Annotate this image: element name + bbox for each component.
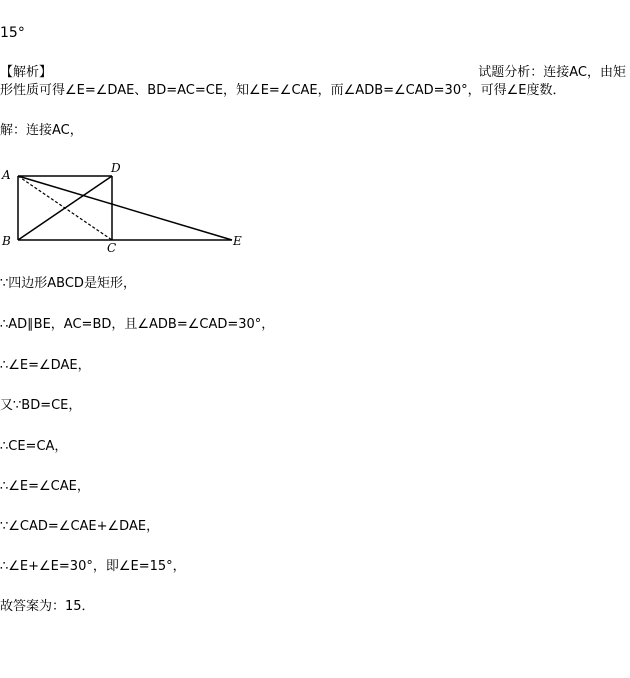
label-a: A: [2, 168, 11, 182]
segment-ae: [18, 176, 232, 240]
label-e: E: [233, 234, 242, 248]
analysis-tag: 【解析】: [0, 65, 53, 80]
solution-step-6: ∴∠E=∠CAE，: [0, 479, 90, 494]
solution-step-7: ∵∠CAD=∠CAE+∠DAE，: [0, 519, 160, 534]
geometry-figure: [0, 160, 250, 259]
final-answer: 故答案为：15．: [0, 599, 95, 614]
rectangle-triangle-diagram: [0, 160, 250, 255]
answer-text: 15°: [0, 25, 25, 41]
solution-step-3: ∴∠E=∠DAE，: [0, 358, 91, 373]
solution-step-2: ∴AD∥BE，AC=BD，且∠ADB=∠CAD=30°，: [0, 317, 275, 332]
label-d: D: [111, 161, 121, 175]
analysis-lead-text: 试题分析：连接AC，由矩: [478, 65, 626, 80]
analysis-continued-text: 形性质可得∠E=∠DAE、BD=AC=CE，知∠E=∠CAE，而∠ADB=∠CAD=30°，可得∠E度数．: [0, 83, 566, 98]
label-b: B: [2, 234, 11, 248]
solution-step-5: ∴CE=CA，: [0, 439, 68, 454]
solution-step-8: ∴∠E+∠E=30°，即∠E=15°，: [0, 559, 186, 574]
label-c: C: [107, 241, 117, 255]
solution-intro: 解：连接AC，: [0, 123, 83, 138]
solution-step-1: ∵四边形ABCD是矩形，: [0, 276, 136, 291]
solution-step-4: 又∵BD=CE，: [0, 398, 82, 413]
